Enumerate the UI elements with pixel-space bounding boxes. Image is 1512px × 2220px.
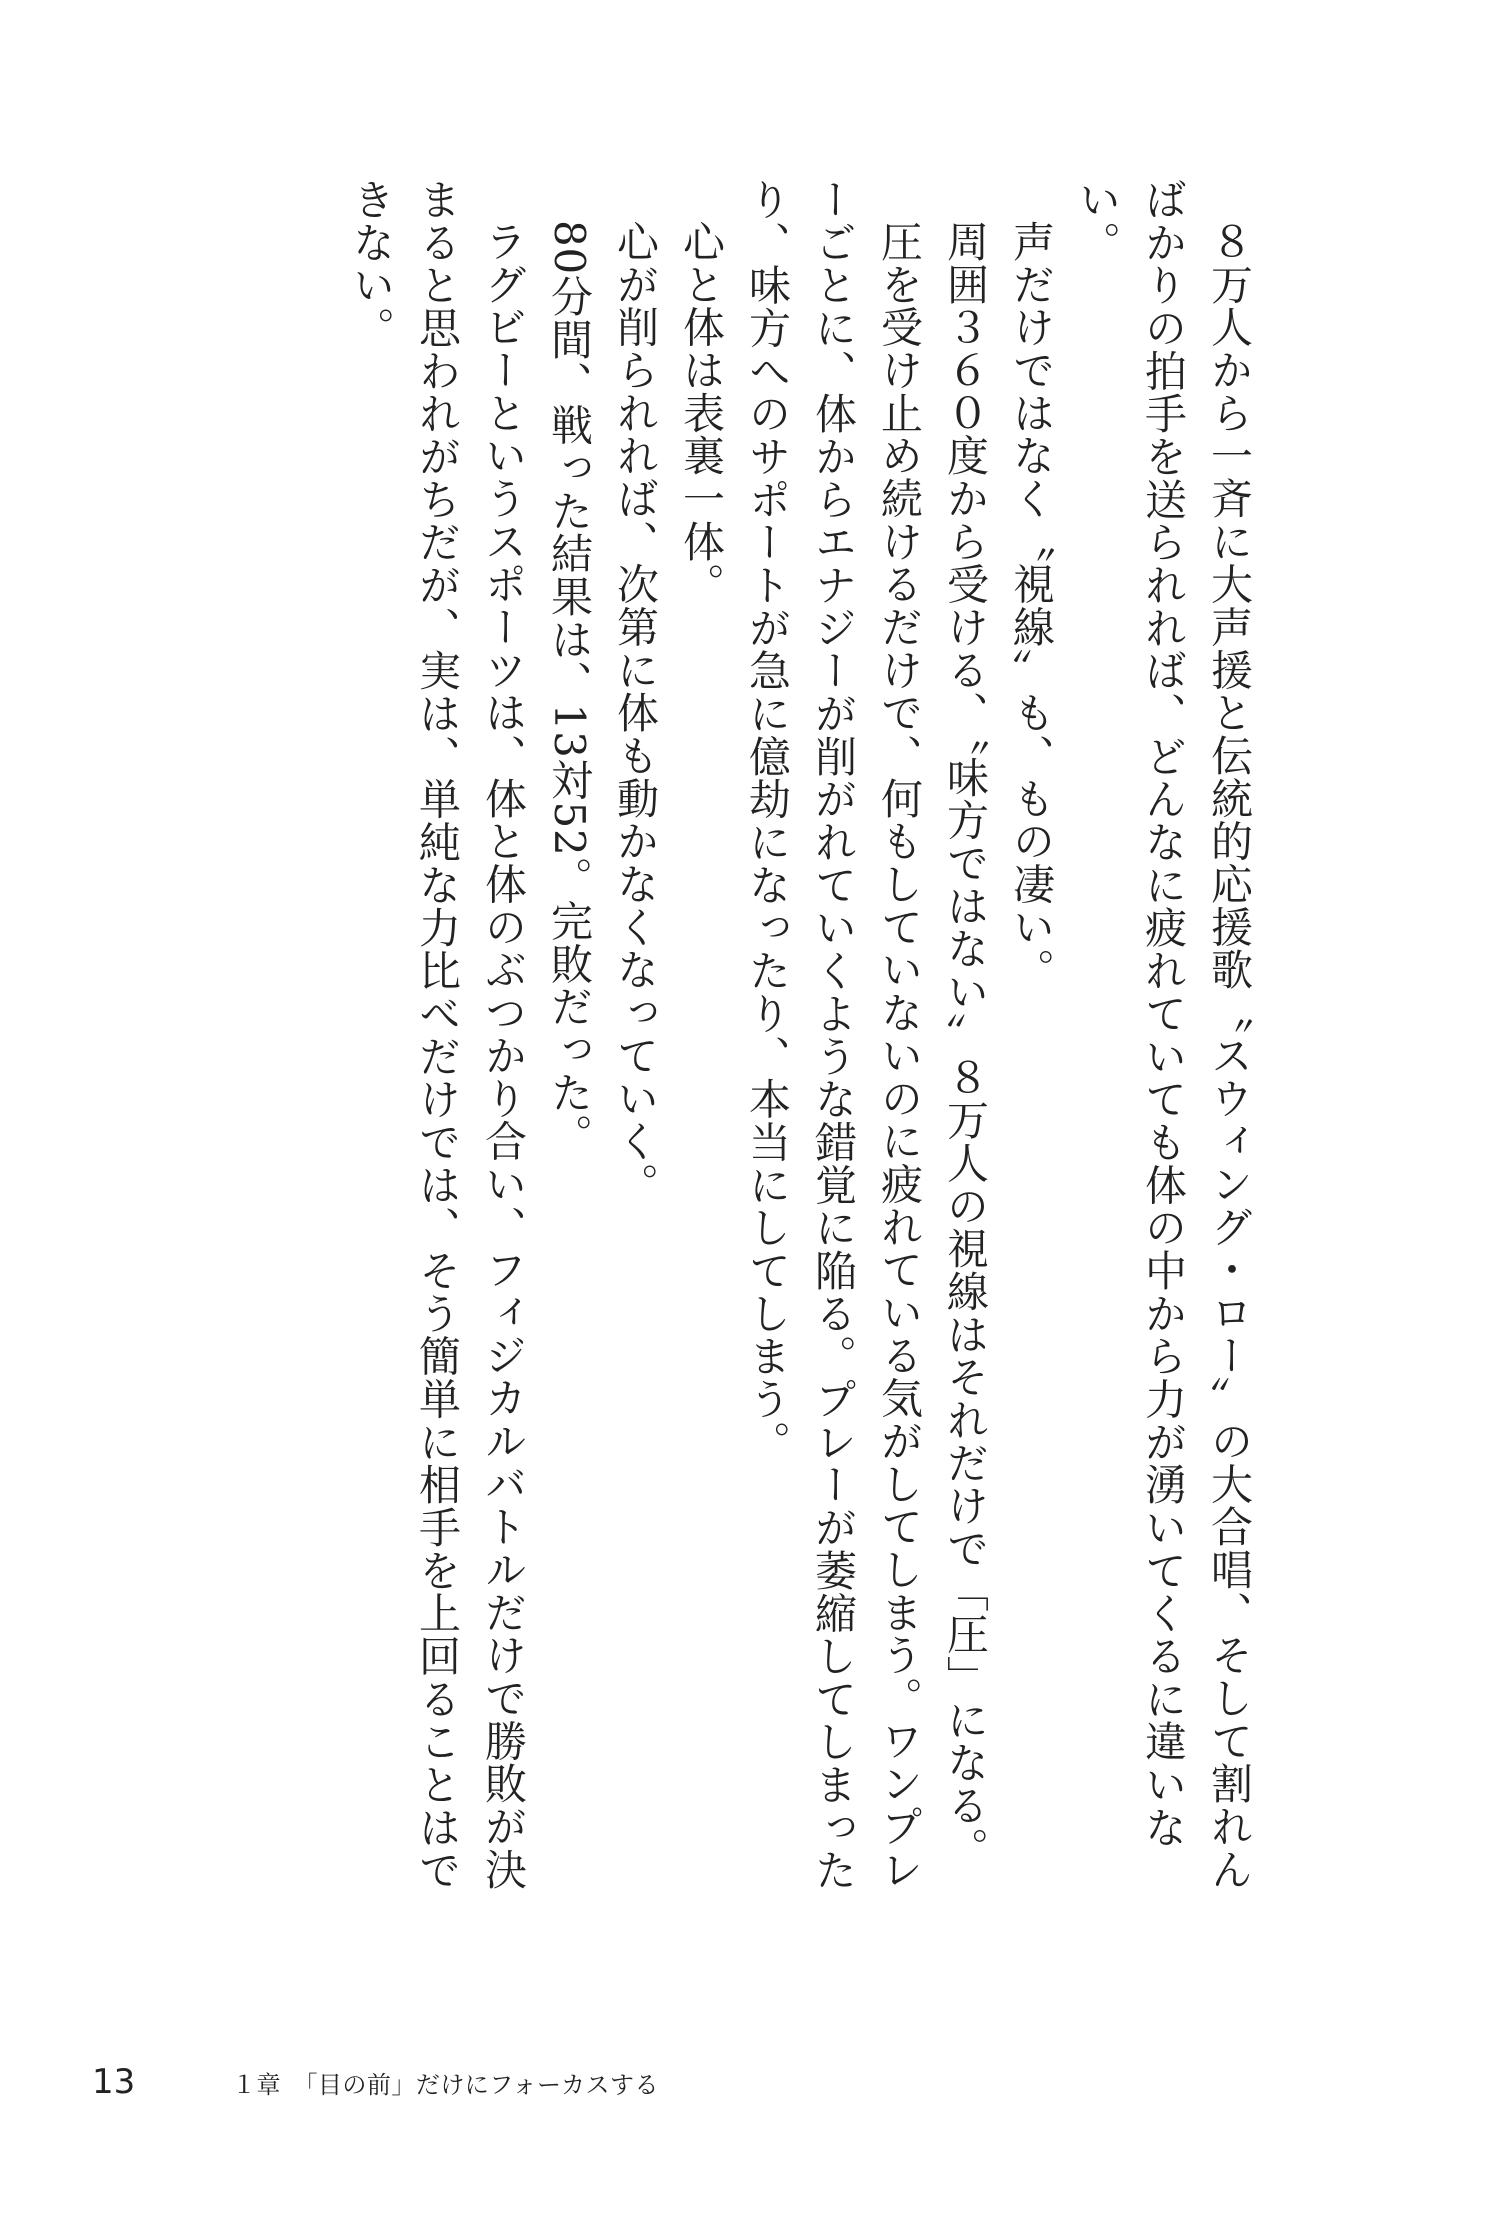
- paragraph: 周囲３６０度から受ける、〝味方ではない〟８万人の視線はそれだけで「圧」になる。: [941, 220, 990, 1870]
- body-text: [162, 178, 1262, 1898]
- page-footer: [92, 2062, 659, 2102]
- paragraph: ラグビーというスポーツは、体と体のぶつかり合い、フィジカルバトルだけで勝敗が決まると思われがちだが、実は、単純な力比べだけでは、そう簡単に相手を上回ることはできない。: [347, 178, 528, 1892]
- paragraph: 心が削られれば、次第に体も動かなくなっていく。: [611, 220, 660, 1206]
- paragraph: ８万人から一斉に大声援と伝統的応援歌〝スウィング・ロー〟の大合唱、そして割れんばかりの拍手を送られれば、どんなに疲れていても体の中から力が湧いてくるに違いない。: [1073, 178, 1254, 1891]
- paragraph: 心と体は表裏一体。: [677, 220, 726, 606]
- paragraph: 80分間、戦った結果は、13対52。完敗だった。: [545, 220, 594, 1157]
- paragraph: 声だけではなく〝視線〟も、もの凄い。: [1007, 220, 1056, 992]
- running-head: １章 「目の前」だけにフォーカスする: [232, 2070, 659, 2099]
- paragraph: 圧を受け止め続けるだけで、何もしていないのに疲れている気がしてしまう。ワンプレーごとに、体からエナジーが削がれていくような錯覚に陥る。プレーが萎縮してしまったり、味方へのサポートが急に億劫になったり、本当にしてしまう。: [743, 178, 924, 1892]
- page-number: 13: [92, 2062, 136, 2102]
